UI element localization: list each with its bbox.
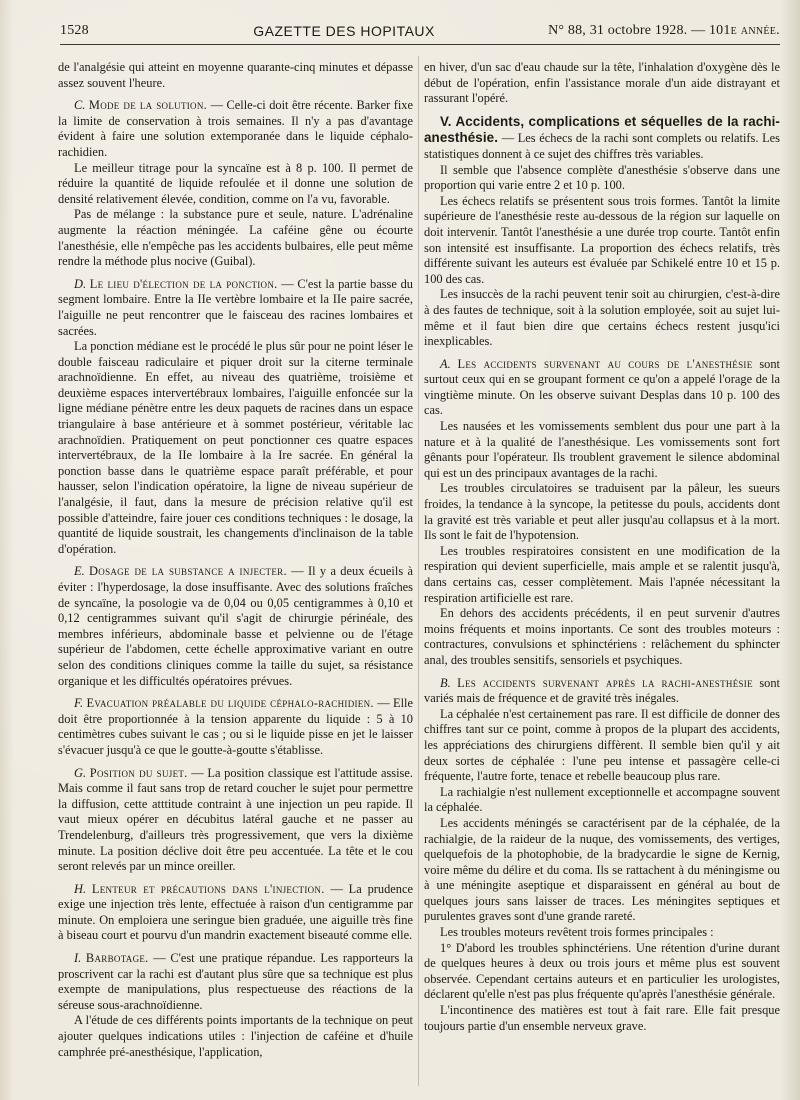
paragraph-text: — Celle-ci doit être récente. Barker fixe la limite de conservation à trois semaines. Il n'y a pas d'avantage évident à faire une solution extemporanée dans le liquide céphalo-rachidien. (58, 98, 413, 159)
subsection-letter: E. (74, 564, 90, 579)
paragraph (424, 419, 780, 481)
subsection-heading: Les accidents survenant au cours de l'anesthésie (457, 356, 753, 371)
paragraph (58, 60, 413, 91)
issue-line: N° 88, 31 octobre 1928. — 101e année. (548, 23, 780, 38)
paragraph (424, 925, 780, 941)
section-paragraph (424, 114, 780, 163)
running-header (60, 18, 780, 45)
paragraph-text: — Elle doit être proportionnée à la tension apparente du liquide : 5 à 10 centimètres cubes suivant le cas ; ou si le liquide pisse en jet le laisser s'évacuer jusqu'à ce que le goutte-à-goutte s'établisse. (58, 696, 413, 757)
section-paragraph (58, 882, 413, 944)
paragraph (424, 163, 780, 194)
paragraph (58, 339, 413, 557)
paragraph (424, 707, 780, 785)
section-paragraph (58, 766, 413, 875)
paragraph-text: La rachialgie n'est nullement exceptionnelle et accompagne souvent la céphalée. (424, 784, 780, 815)
paragraph (424, 60, 780, 107)
paragraph (424, 287, 780, 349)
subsection-letter: G. (74, 765, 90, 780)
paragraph-text: Le meilleur titrage pour la syncaïne est à 8 p. 100. Il permet de réduire la quantité de liquide refoulée et il donne une solution de densité relativement élevée, condition, comme on l'a vu, favorable. (58, 160, 413, 206)
paragraph-text: — La position classique est l'attitude assise. Mais comme il faut sans trop de retard coucher le sujet pour permettre la diffusion, cette atttitude contraint à une injection un peu rapide. Il vaut mieux opérer en décubitus latéral gauche et ne passer au Trendelenburg, d'ailleurs très progressivement, que vers la dixième minute. La position déclive doit être peu accentuée. La tête et le cou seront relevés par un mince oreiller. (58, 765, 413, 874)
subsection-letter: A. (440, 356, 458, 371)
paragraph-text: sont variés mais de fréquence et de gravité très inégales. (424, 675, 780, 706)
paragraph-text: Les insuccès de la rachi peuvent tenir soit au chirurgien, c'est-à-dire à des fautes de technique, soit à la solution employée, soit au sujet lui-même et il faut bien dire que certains échecs restent jusqu'ici inexplicables. (424, 287, 780, 349)
paragraph-text: La céphalée n'est certainement pas rare. Il est difficile de donner des chiffres tant sur ce point, comme à propos de la plupart des accidents, les appréciations des chirurgiens diffèrent. Il semble bien qu'il y ait deux sortes de céphalée : l'une peu intense et passagère celle-ci fréquente, l'autre forte, tenace et rebelle beaucoup plus rare. (424, 706, 780, 784)
subsection-letter: B. (440, 675, 458, 690)
paragraph (424, 544, 780, 606)
subsection-heading: Evacuation préalable du liquide céphalo-rachidien. (86, 696, 374, 711)
subsection-letter: H. (74, 881, 92, 896)
paragraph (424, 481, 780, 543)
subsection-heading: Mode de la solution. (88, 98, 208, 113)
paragraph (58, 207, 413, 269)
paragraph-text: Il semble que l'absence complète d'anesthésie s'observe dans une proportion qui varie entre 2 et 10 p. 100. (424, 162, 780, 193)
paragraph (424, 606, 780, 668)
section-heading: V. Accidents, complications et séquelles de la rachi-anesthésie. (424, 113, 780, 146)
paragraph (58, 1013, 413, 1060)
subsection-heading: Dosage de la substance a injecter. (89, 564, 287, 579)
section-paragraph (58, 564, 413, 689)
column-divider (418, 56, 419, 1086)
subsection-heading: Le lieu d'élection de la ponction. (89, 276, 278, 291)
section-paragraph (58, 951, 413, 1013)
paragraph-text: Les troubles respiratoires consistent en une modification de la respiration qui devient superficielle, mais ample et se ralentit jusqu'à, dans certains cas, cesser complètement. Mais l'apnée nécessitant la respiration artificielle est rare. (424, 543, 780, 605)
paragraph (424, 1003, 780, 1034)
paragraph-text: en hiver, d'un sac d'eau chaude sur la tête, l'inhalation d'oxygène dès le début de l'opération, enfin l'assistance morale d'un aide distrayant et rassurant l'opéré. (424, 60, 780, 106)
section-paragraph (424, 676, 780, 707)
subsection-heading: Les accidents survenant après la rachi-anesthésie (457, 675, 753, 690)
paragraph-text: — C'est une pratique répandue. Les rapporteurs la proscrivent car la rachi est d'autant plus sûre que sa technique est plus exempte de manipulations, plus respectueuse des réactions de la séreuse sous-arachnoïdienne. (58, 951, 413, 1012)
paragraph-text: Les nausées et les vomissements semblent dus pour une part à la nature et à la qualité de l'anesthésique. Les vomissements sont fort gênants pour l'opérateur. Ils troublent gravement le silence abdominal qui est un des principaux avantages de la rachi. (424, 419, 780, 480)
paragraph-text: Les troubles circulatoires se traduisent par la pâleur, les sueurs froides, la tendance à la syncope, la petitesse du pouls, accidents dont la gravité est très variable et peut aller jusqu'au collapsus et à la mort. Ils sont le fait de l'hypotension. (424, 481, 780, 543)
paragraph-text: — Les échecs de la rachi sont complets ou relatifs. Les statistiques donnent à ce sujet des chiffres très variables. (424, 131, 780, 161)
right-column (424, 60, 780, 1034)
section-paragraph (424, 357, 780, 419)
paragraph-text: Les troubles moteurs revêtent trois formes principales : (440, 925, 714, 940)
subsection-letter: I. (74, 951, 86, 966)
subsection-heading: Lenteur et précautions dans l'injection. (91, 881, 325, 896)
paragraph-text: A l'étude de ces différents points importants de la technique on peut ajouter quelques indications utiles : l'injection de caféine et d'huile camphrée pré-anesthésique, l'application, (58, 1013, 413, 1059)
paragraph-text: La ponction médiane est le procédé le plus sûr pour ne point léser le double faisceau radiculaire et piquer droit sur la citerne terminale arachnoïdienne. En effet, au niveau des quatrième, troisième et deuxième espaces intervertébraux lombaires, l'aiguille enfoncée sur la ligne médiane pénètre entre les deux paquets de racines dans un espace triangulaire à base antérieure et à sommet postérieur, véritable lac arachnoïdien. Pratiquement on peut ponctionner ces quatre espaces intervertébraux, de la IIe lombaire à la Ire sacrée. En général la ponction basse dans le quatrième espace paraît préférable, et pour hausser, selon l'indication opératoire, la ligne de niveau supérieur de l'analgésie, il faut, dans la mesure de précision relative qu'il est possible d'atteindre, faire jouer ces conditions techniques : le dosage, la quantité de liquide soustrait, les changements d'inclinaison de la table d'opération. (58, 339, 413, 556)
paragraph-text: — C'est la partie basse du segment lombaire. Entre la IIe vertèbre lombaire et la IIe paire sacrée, l'aiguille ne peut rencontrer que le faisceau des racines lombaires et sacrées. (58, 276, 413, 338)
paragraph (424, 194, 780, 288)
journal-title: GAZETTE DES HOPITAUX (253, 23, 435, 39)
subsection-letter: D. (74, 276, 90, 291)
paragraph (424, 785, 780, 816)
section-paragraph (58, 98, 413, 160)
paragraph-text: 1° D'abord les troubles sphinctériens. Une rétention d'urine durant de quelques heures à deux ou trois jours et même plus est souvent observée. Cependant certains auteurs et en particulier les urologistes, déclarent qu'elle n'est pas plus fréquente qu'après l'anesthésie générale. (424, 940, 780, 1002)
paragraph-text: — La prudence exige une injection très lente, effectuée à raison d'un centigramme par minute. On emploiera une seringue bien graduée, une aiguille très fine à biseau court et pourvu d'un mandrin exactement biseauté comme elle. (58, 881, 413, 943)
section-paragraph (58, 696, 413, 758)
subsection-letter: C. (74, 98, 89, 113)
paragraph-text: En dehors des accidents précédents, il en peut survenir d'autres moins fréquents et moins inportants. Ce sont des troubles moteurs : contractures, convulsions et sphinctériens : relâchement du sphincter anal, des troubles sensitifs, sensoriels et psychiques. (424, 606, 780, 667)
paragraph-text: — Il y a deux écueils à éviter : l'hyperdosage, la dose insuffisante. Avec des solutions fraîches de syncaïne, la posologie va de 0,04 ou 0,05 centigrammes à 0,10 et 0,12 centigrammes suivant qu'il s'agit de chirurgie périnéale, des membres inférieurs, abdominale basse et pelvienne ou de l'étage supérieur de l'abdomen, cette échelle approximative variant en outre selon des conditions cliniques comme la taille du sujet, sa résistance organique et les difficultés opératoires prévues. (58, 564, 414, 688)
paragraph-text: Les accidents méningés se caractérisent par de la céphalée, de la rachialgie, de la raideur de la nuque, des vomissements, des vertiges, quelquefois de la photophobie, de la bradycardie le signe de Kernig, voire même du délire et du coma. Ils se rattachent à du méningisme ou à une méningite aseptique et disparaissent en général au bout de quelques jours sans laisser de traces. Les méningites septiques et purulentes graves sont d'une grande rareté. (424, 815, 780, 924)
paragraph-text: L'incontinence des matières est tout à fait rare. Elle fait presque toujours partie d'un ensemble nerveux grave. (424, 1003, 780, 1033)
left-column (58, 60, 413, 1060)
paragraph-text: Pas de mélange : la substance pure et seule, nature. L'adrénaline augmente la réaction méningée. La caféine gêne ou écourte l'anesthésie, elle n'empêche pas les accidents bulbaires, elle peut même rendre la méthode plus nocive (Guibal). (58, 207, 413, 269)
paragraph-text: de l'analgésie qui atteint en moyenne quarante-cinq minutes et dépasse assez souvent l'heure. (58, 60, 413, 90)
section-paragraph (58, 277, 413, 339)
paragraph (424, 941, 780, 1003)
paragraph (424, 816, 780, 925)
page-number: 1528 (60, 23, 89, 38)
paragraph-text: sont surtout ceux qui en se groupant forment ce qu'on a appelé l'orage de la vingtième minute. On les observe suivant Desplas dans 10 p. 100 des cas. (424, 356, 781, 418)
subsection-heading: Barbotage. (85, 951, 149, 966)
subsection-letter: F. (74, 696, 87, 711)
paragraph (58, 161, 413, 208)
subsection-heading: Position du sujet. (89, 765, 188, 780)
paragraph-text: Les échecs relatifs se présentent sous trois formes. Tantôt la limite supérieure de l'anesthésie reste au-dessous de la région sur laquelle on doit intervenir. Tantôt l'anesthésie a une durée trop courte. Tantôt enfin son intensité est insuffisante. La proportion des échecs relatifs, très différente suivant les auteurs est évaluée par Schikelé entre 10 et 15 p. 100 des cas. (424, 193, 780, 286)
